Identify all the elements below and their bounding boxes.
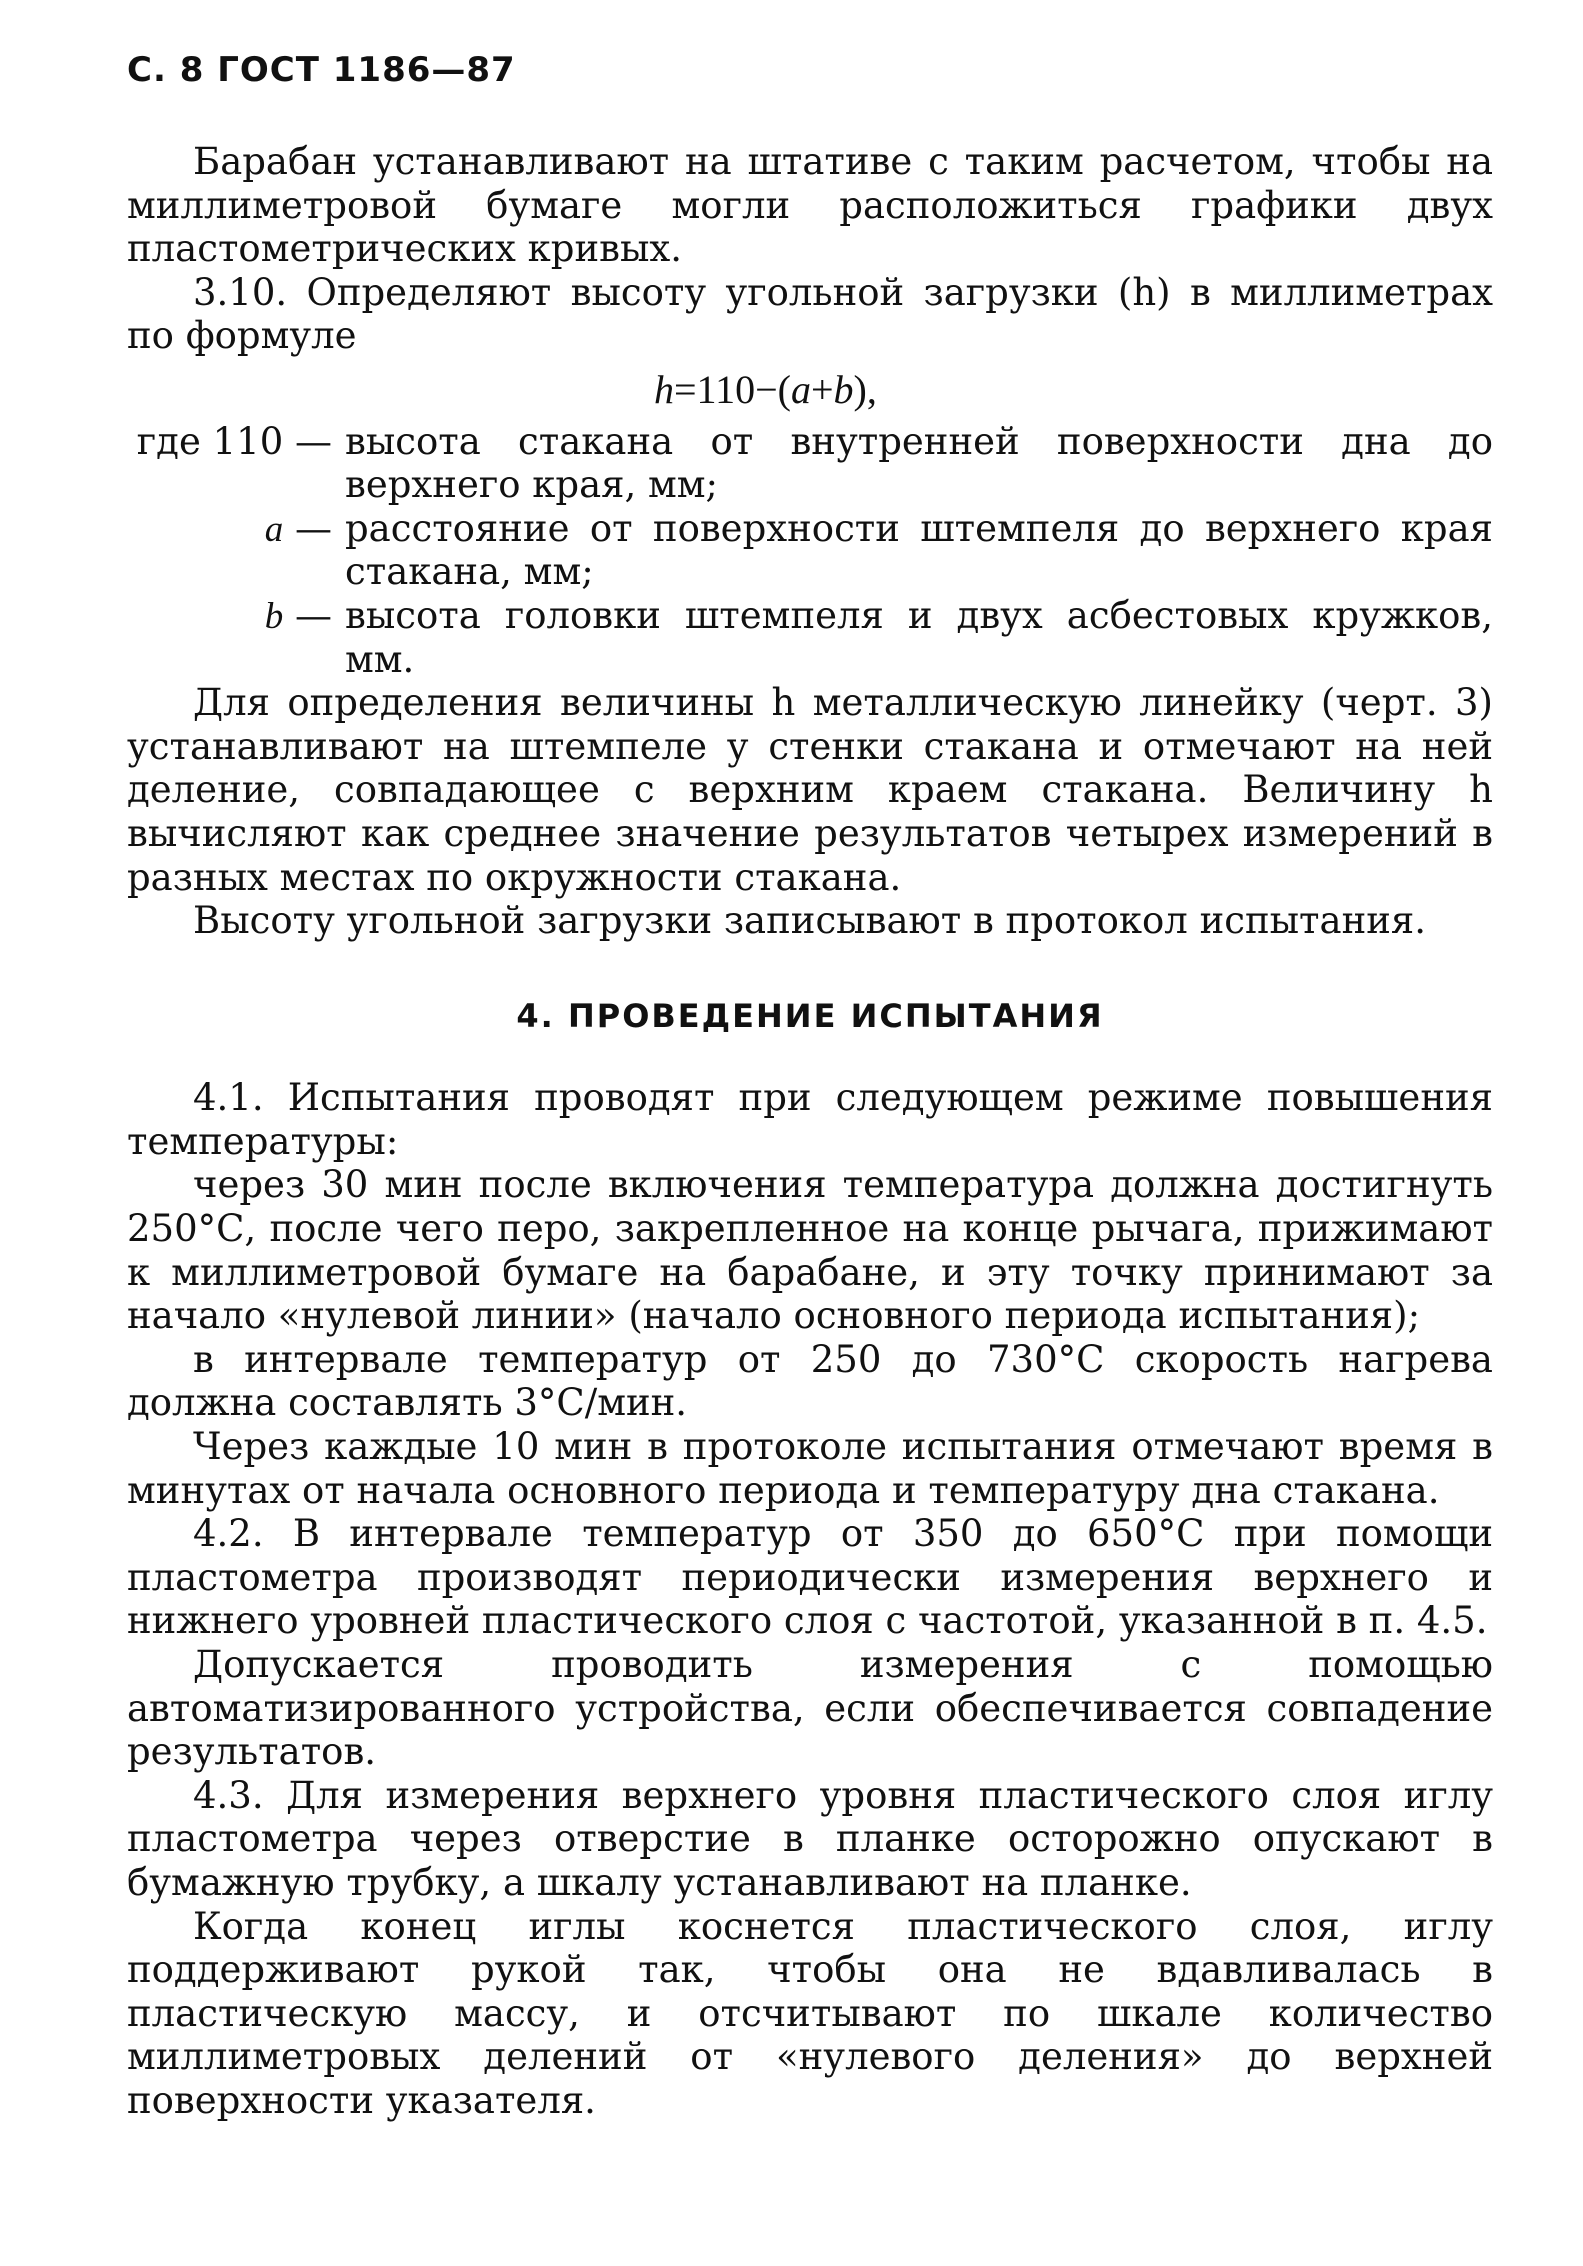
- definition-item: [127, 594, 1493, 681]
- paragraph: 4.1. Испытания проводят при следующем режиме повышения температуры:: [127, 1076, 1493, 1163]
- page-header: С. 8 ГОСТ 1186—87: [127, 50, 516, 90]
- paragraph: через 30 мин после включения температура должна достигнуть 250°С, после чего перо, закрепленное на конце рычага, прижимают к миллиметровой бумаге на барабане, и эту точку принимают за начало «нулевой линии» (начало основного периода испытания);: [127, 1163, 1493, 1338]
- paragraph: Через каждые 10 мин в протоколе испытания отмечают время в минутах от начала основного периода и температуру дна стакана.: [127, 1425, 1493, 1512]
- paragraph: Высоту угольной загрузки записывают в протокол испытания.: [193, 899, 1427, 943]
- formula-rhs-end: ),: [853, 366, 877, 412]
- formula-plus: +: [810, 366, 834, 412]
- definition-text: расстояние от поверхности штемпеля до верхнего края стакана, мм;: [345, 506, 1493, 594]
- paragraph: Когда конец иглы коснется пластического слоя, иглу поддерживают рукой так, чтобы она не вдавливалась в пластическую массу, и отсчитывают по шкале количество миллиметровых делений от «нулевого деления» до верхней поверхности указателя.: [127, 1904, 1493, 2122]
- formula: [127, 368, 1493, 412]
- definition-symbol: где 110 —: [136, 419, 332, 463]
- formula-a: a: [790, 366, 811, 412]
- definition-text: высота головки штемпеля и двух асбестовых кружков, мм.: [345, 593, 1493, 681]
- document-body: [127, 140, 1493, 2123]
- definition-text: высота стакана от внутренней поверхности дна до верхнего края, мм;: [345, 419, 1493, 507]
- definition-symbol: a —: [264, 506, 332, 550]
- paragraph: Для определения величины h металлическую линейку (черт. 3) устанавливают на штемпеле у стенки стакана и отмечают на ней деление, совпадающее с верхним краем стакана. Величину h вычисляют как среднее значение результатов четырех измерений в разных местах по окружности стакана.: [127, 681, 1493, 899]
- formula-lhs: h: [654, 366, 674, 412]
- section-title: 4. ПРОВЕДЕНИЕ ИСПЫТАНИЯ: [516, 996, 1104, 1035]
- paragraph: Барабан устанавливают на штативе с таким расчетом, чтобы на миллиметровой бумаге могли расположиться графики двух пластометрических кривых.: [127, 140, 1493, 271]
- formula-b: b: [833, 366, 854, 412]
- paragraph: Допускается проводить измерения с помощью автоматизированного устройства, если обеспечивается совпадение результатов.: [127, 1643, 1493, 1774]
- paragraph: 3.10. Определяют высоту угольной загрузки (h) в миллиметрах по формуле: [127, 270, 1493, 358]
- paragraph: 4.2. В интервале температур от 350 до 650°С при помощи пластометра производят периодически измерения верхнего и нижнего уровней пластического слоя с частотой, указанной в п. 4.5.: [127, 1512, 1493, 1643]
- definition-symbol: b —: [264, 593, 332, 637]
- paragraph: 4.3. Для измерения верхнего уровня пластического слоя иглу пластометра через отверстие в планке осторожно опускают в бумажную трубку, а шкалу устанавливают на планке.: [127, 1773, 1493, 1904]
- formula-rhs-start: =110−(: [674, 366, 791, 412]
- definition-item: [127, 420, 1493, 507]
- paragraph: в интервале температур от 250 до 730°С скорость нагрева должна составлять 3°С/мин.: [127, 1337, 1493, 1425]
- definition-item: [127, 507, 1493, 594]
